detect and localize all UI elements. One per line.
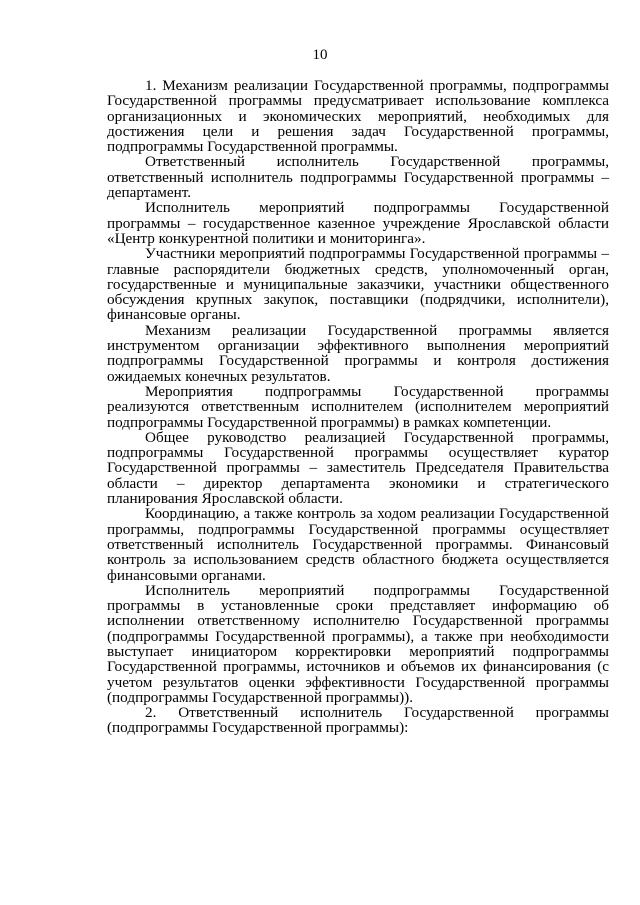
paragraph-mechanism: 1. Механизм реализации Государственной программы, подпрограммы Государственной программы предусматривает использование комплекса организационных и экономических мероприятий, необходимых для достижения цели и решения задач Государственной программы, подпрограммы Государственной программы. bbox=[107, 77, 609, 156]
paragraph-activities-implementation: Мероприятия подпрограммы Государственной программы реализуются ответственным исполнителем (исполнителем мероприятий подпрограммы Государственной программы) в рамках компетенции. bbox=[107, 382, 609, 431]
paragraph-participants: Участники мероприятий подпрограммы Государственной программы – главные распорядители бюджетных средств, уполномоченный орган, государственные и муниципальные заказчики, участники общественного обсуждения крупных закупок, поставщики (подрядчики, исполнители), финансовые органы. bbox=[107, 245, 609, 324]
paragraph-general-management: Общее руководство реализацией Государственной программы, подпрограммы Государственной программы осуществляет куратор Государственной программы – заместитель Председателя Правительства области – директор департамента экономики и стратегического планирования Ярославской области. bbox=[107, 428, 609, 508]
paragraph-responsible-executor: Ответственный исполнитель Государственной программы, ответственный исполнитель подпрограммы Государственной программы – департамент. bbox=[107, 153, 609, 202]
paragraph-subprogram-executor: Исполнитель мероприятий подпрограммы Государственной программы – государственное казенное учреждение Ярославской области «Центр конкурентной политики и мониторинга». bbox=[107, 199, 609, 247]
page-number: 10 bbox=[312, 47, 328, 63]
paragraph-responsible-executor-duties: 2. Ответственный исполнитель Государственной программы (подпрограммы Государственной программы): bbox=[107, 704, 609, 737]
paragraph-coordination-control: Координацию, а также контроль за ходом реализации Государственной программы, подпрограммы Государственной программы осуществляет ответственный исполнитель Государственной программы. Финансовый контроль за использованием средств областного бюджета осуществляется финансовыми органами. bbox=[107, 505, 609, 584]
paragraph-executor-reporting: Исполнитель мероприятий подпрограммы Государственной программы в установленные сроки представляет информацию об исполнении ответственному исполнителю Государственной программы (подпрограммы Государственной программы), а также при необходимости выступает инициатором корректировки мероприятий подпрограммы Государственной программы, источников и объемов их финансирования (с учетом результатов оценки эффективности Государственной программы (подпрограммы Государственной программы)). bbox=[107, 581, 609, 706]
document-body bbox=[107, 78, 609, 736]
paragraph-mechanism-instrument: Механизм реализации Государственной программы является инструментом организации эффективного выполнения мероприятий подпрограммы Государственной программы и контроля достижения ожидаемых конечных результатов. bbox=[107, 321, 609, 385]
